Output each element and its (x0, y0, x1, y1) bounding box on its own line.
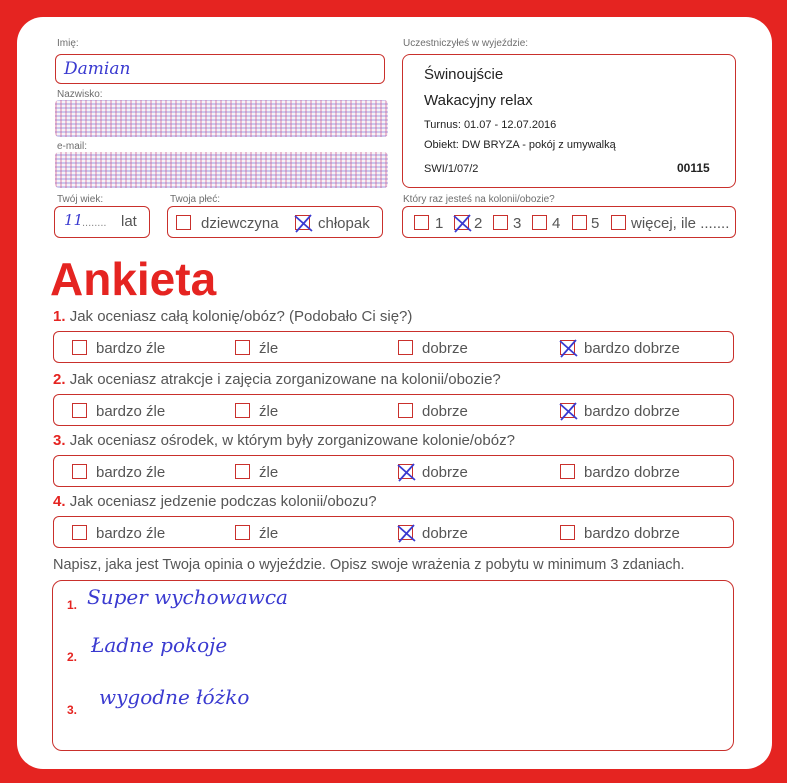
question-1-option-2-label: źle (259, 340, 279, 357)
age-unit: lat (121, 213, 137, 230)
question-2-option-1-label: bardzo źle (96, 403, 166, 420)
times-label-2: 2 (474, 215, 483, 232)
times-checkbox-3[interactable] (493, 215, 508, 230)
question-4-option-2-checkbox[interactable] (235, 525, 250, 540)
times-checkbox-4[interactable] (532, 215, 547, 230)
opinion-line-3: wygodne łóżko (99, 685, 250, 709)
question-1-option-2-checkbox[interactable] (235, 340, 250, 355)
question-3-option-1-label: bardzo źle (96, 464, 166, 481)
times-checkbox-1[interactable] (414, 215, 429, 230)
times-checkbox-more[interactable] (611, 215, 626, 230)
question-1-label: Jak oceniasz całą kolonię/obóz? (Podobało Ci się?) (69, 308, 413, 325)
times-checkbox-2[interactable] (454, 215, 469, 230)
times-label-more: więcej, ile ....... (631, 215, 730, 232)
times-label-1: 1 (435, 215, 444, 232)
question-4-option-2-label: źle (259, 525, 279, 542)
opinion-num-1: 1. (67, 598, 78, 612)
gender-label: Twoja płeć: (170, 194, 221, 205)
question-3-option-4-checkbox[interactable] (560, 464, 575, 479)
gender-female-label: dziewczyna (201, 215, 279, 232)
question-4-option-4-label: bardzo dobrze (584, 525, 680, 542)
trip-name: Wakacyjny relax (424, 92, 533, 109)
times-label-5: 5 (591, 215, 600, 232)
question-3-option-2-checkbox[interactable] (235, 464, 250, 479)
question-1-option-3-checkbox[interactable] (398, 340, 413, 355)
gender-male-label: chłopak (318, 215, 370, 232)
question-4-number: 4. (53, 493, 66, 510)
age-value: 11 (64, 211, 84, 229)
surname-label: Nazwisko: (57, 89, 103, 100)
question-2-label: Jak oceniasz atrakcje i zajęcia zorganizowane na kolonii/obozie? (69, 371, 501, 388)
opinion-num-2: 2. (67, 650, 78, 664)
trip-place: Świnoujście (424, 66, 504, 83)
question-1-option-1-label: bardzo źle (96, 340, 166, 357)
question-1-option-1-checkbox[interactable] (72, 340, 87, 355)
question-4-label: Jak oceniasz jedzenie podczas kolonii/obozu? (69, 493, 377, 510)
question-2-option-3-label: dobrze (422, 403, 468, 420)
question-4-text (53, 493, 377, 510)
name-label: Imię: (57, 38, 79, 49)
question-1-number: 1. (53, 308, 66, 325)
times-label-3: 3 (513, 215, 522, 232)
opinion-num-3: 3. (67, 703, 78, 717)
question-3-option-3-label: dobrze (422, 464, 468, 481)
question-2-option-4-checkbox[interactable] (560, 403, 575, 418)
opinion-prompt: Napisz, jaka jest Twoja opinia o wyjeździe. Opisz swoje wrażenia z pobytu w minimum 3 zdaniach. (53, 557, 685, 573)
age-field[interactable] (54, 206, 150, 238)
question-3-option-2-label: źle (259, 464, 279, 481)
trip-turnus: Turnus: 01.07 - 12.07.2016 (424, 119, 557, 131)
question-3-option-1-checkbox[interactable] (72, 464, 87, 479)
question-3-text (53, 432, 515, 449)
times-label: Który raz jesteś na kolonii/obozie? (403, 194, 555, 205)
trip-code: SWI/1/07/2 (424, 163, 479, 175)
question-1-option-3-label: dobrze (422, 340, 468, 357)
question-3-label: Jak oceniasz ośrodek, w którym były zorganizowane kolonie/obóz? (69, 432, 515, 449)
opinion-box[interactable] (52, 580, 734, 751)
question-1-text (53, 308, 412, 325)
question-4-option-1-label: bardzo źle (96, 525, 166, 542)
gender-male-checkbox[interactable] (295, 215, 310, 230)
email-redacted (55, 152, 388, 188)
age-label: Twój wiek: (57, 194, 104, 205)
name-value: Damian (64, 59, 131, 79)
question-3-number: 3. (53, 432, 66, 449)
opinion-line-2: Ładne pokoje (91, 633, 228, 657)
question-1-option-4-checkbox[interactable] (560, 340, 575, 355)
question-4-option-4-checkbox[interactable] (560, 525, 575, 540)
question-2-number: 2. (53, 371, 66, 388)
question-2-text (53, 371, 501, 388)
question-4-option-3-label: dobrze (422, 525, 468, 542)
page-title: Ankieta (50, 253, 217, 305)
question-2-option-3-checkbox[interactable] (398, 403, 413, 418)
gender-female-checkbox[interactable] (176, 215, 191, 230)
trip-label: Uczestniczyłeś w wyjeździe: (403, 38, 529, 49)
question-2-option-2-checkbox[interactable] (235, 403, 250, 418)
question-2-option-2-label: źle (259, 403, 279, 420)
trip-number: 00115 (677, 161, 710, 175)
question-2-option-4-label: bardzo dobrze (584, 403, 680, 420)
name-field[interactable] (55, 54, 385, 84)
question-4-option-1-checkbox[interactable] (72, 525, 87, 540)
question-1-option-4-label: bardzo dobrze (584, 340, 680, 357)
question-3-option-3-checkbox[interactable] (398, 464, 413, 479)
trip-box (402, 54, 736, 188)
question-3-option-4-label: bardzo dobrze (584, 464, 680, 481)
surname-redacted (55, 100, 388, 137)
opinion-line-1: Super wychowawca (87, 585, 288, 609)
question-4-option-3-checkbox[interactable] (398, 525, 413, 540)
times-checkbox-5[interactable] (572, 215, 587, 230)
times-label-4: 4 (552, 215, 561, 232)
email-label: e-mail: (57, 141, 88, 152)
question-2-option-1-checkbox[interactable] (72, 403, 87, 418)
age-dots: ........ (82, 217, 107, 229)
trip-obiekt: Obiekt: DW BRYZA - pokój z umywalką (424, 139, 616, 151)
